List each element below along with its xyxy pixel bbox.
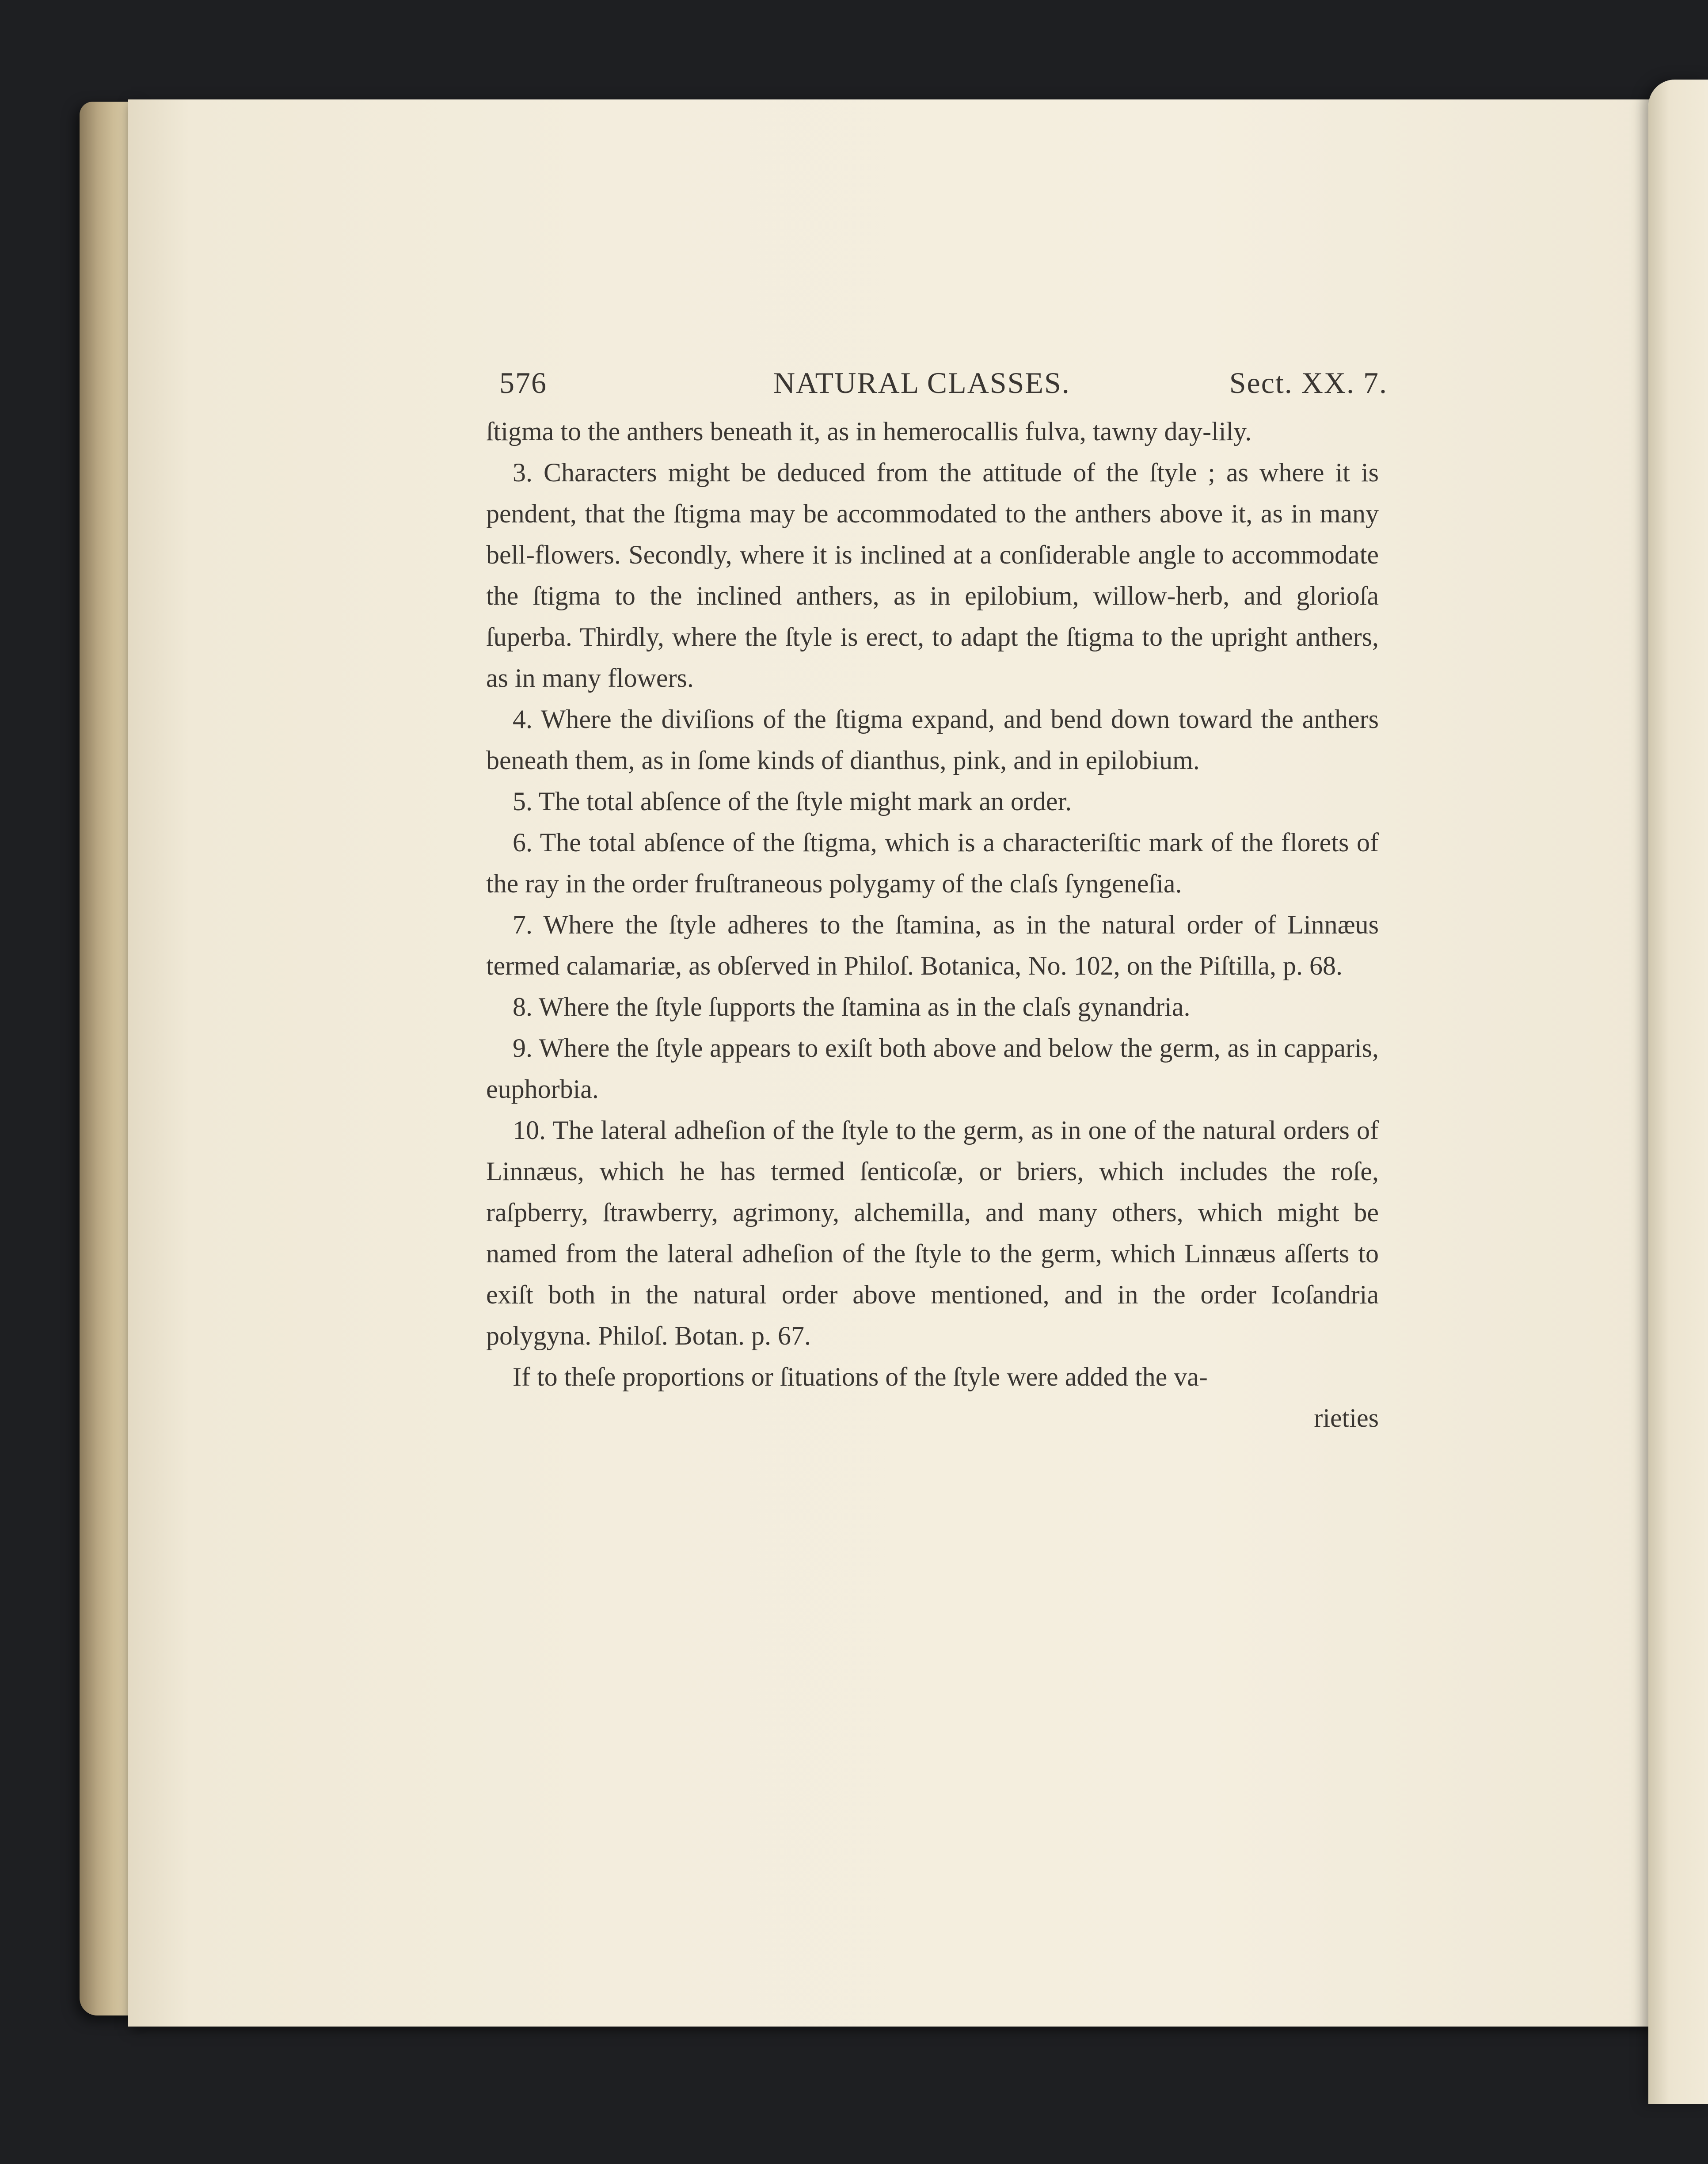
page-number: 576 <box>499 366 547 400</box>
paragraph-8: 8. Where the ſtyle ſupports the ſtamina as in the claſs gynandria. <box>513 992 1191 1021</box>
paragraph-4: 4. Where the diviſions of the ſtigma expand, and bend down toward the anthers beneath them, as in ſome kinds of dianthus, pink, and in epilobium. <box>486 705 1379 775</box>
running-head <box>486 362 1388 411</box>
paragraph-5: 5. The total abſence of the ſtyle might mark an order. <box>513 787 1072 816</box>
paragraph-10: 10. The lateral adheſion of the ſtyle to the germ, as in one of the natural orders of Linnæus, which he has termed ſenticoſæ, or briers, which includes the roſe, raſpberry, ſtrawberry, agrimony, alchemilla, and many others, which might be named from the lateral adheſion of the ſtyle to the germ, which Linnæus aſſerts to exiſt both in the natural order above mentioned, and in the order Icoſandria polygyna. Philoſ. Botan. p. 67. <box>486 1116 1379 1350</box>
paragraph-continuation: ſtigma to the anthers beneath it, as in hemerocallis fulva, tawny day-lily. <box>486 417 1252 446</box>
paragraph-final: If to theſe proportions or ſituations of the ſtyle were added the va- <box>513 1362 1208 1391</box>
paragraph-3: 3. Characters might be deduced from the attitude of the ſtyle ; as where it is pendent, that the ſtigma may be accommodated to the anthers above it, as in many bell-flowers. Secondly, where it is inclined at a conſiderable angle to accommodate the ſtigma to the inclined anthers, as in epilobium, willow-herb, and glorioſa ſuperba. Thirdly, where the ſtyle is erect, to adapt the ſtigma to the upright anthers, as in many flowers. <box>486 458 1379 693</box>
running-title: NATURAL CLASSES. <box>773 366 1070 400</box>
paragraph-9: 9. Where the ſtyle appears to exiſt both above and below the germ, as in capparis, euphorbia. <box>486 1033 1379 1104</box>
paragraph-6: 6. The total abſence of the ſtigma, which is a characteriſtic mark of the florets of the ray in the order fruſtraneous polygamy of the claſs ſyngeneſia. <box>486 828 1379 898</box>
facing-page-edge <box>1648 80 1708 2104</box>
paragraph-7: 7. Where the ſtyle adheres to the ſtamina, as in the natural order of Linnæus termed calamariæ, as obſerved in Philoſ. Botanica, No. 102, on the Piſtilla, p. 68. <box>486 910 1379 980</box>
page-text <box>486 362 1388 1439</box>
catchword: rieties <box>1314 1403 1379 1433</box>
section-label: Sect. XX. 7. <box>1229 366 1388 400</box>
